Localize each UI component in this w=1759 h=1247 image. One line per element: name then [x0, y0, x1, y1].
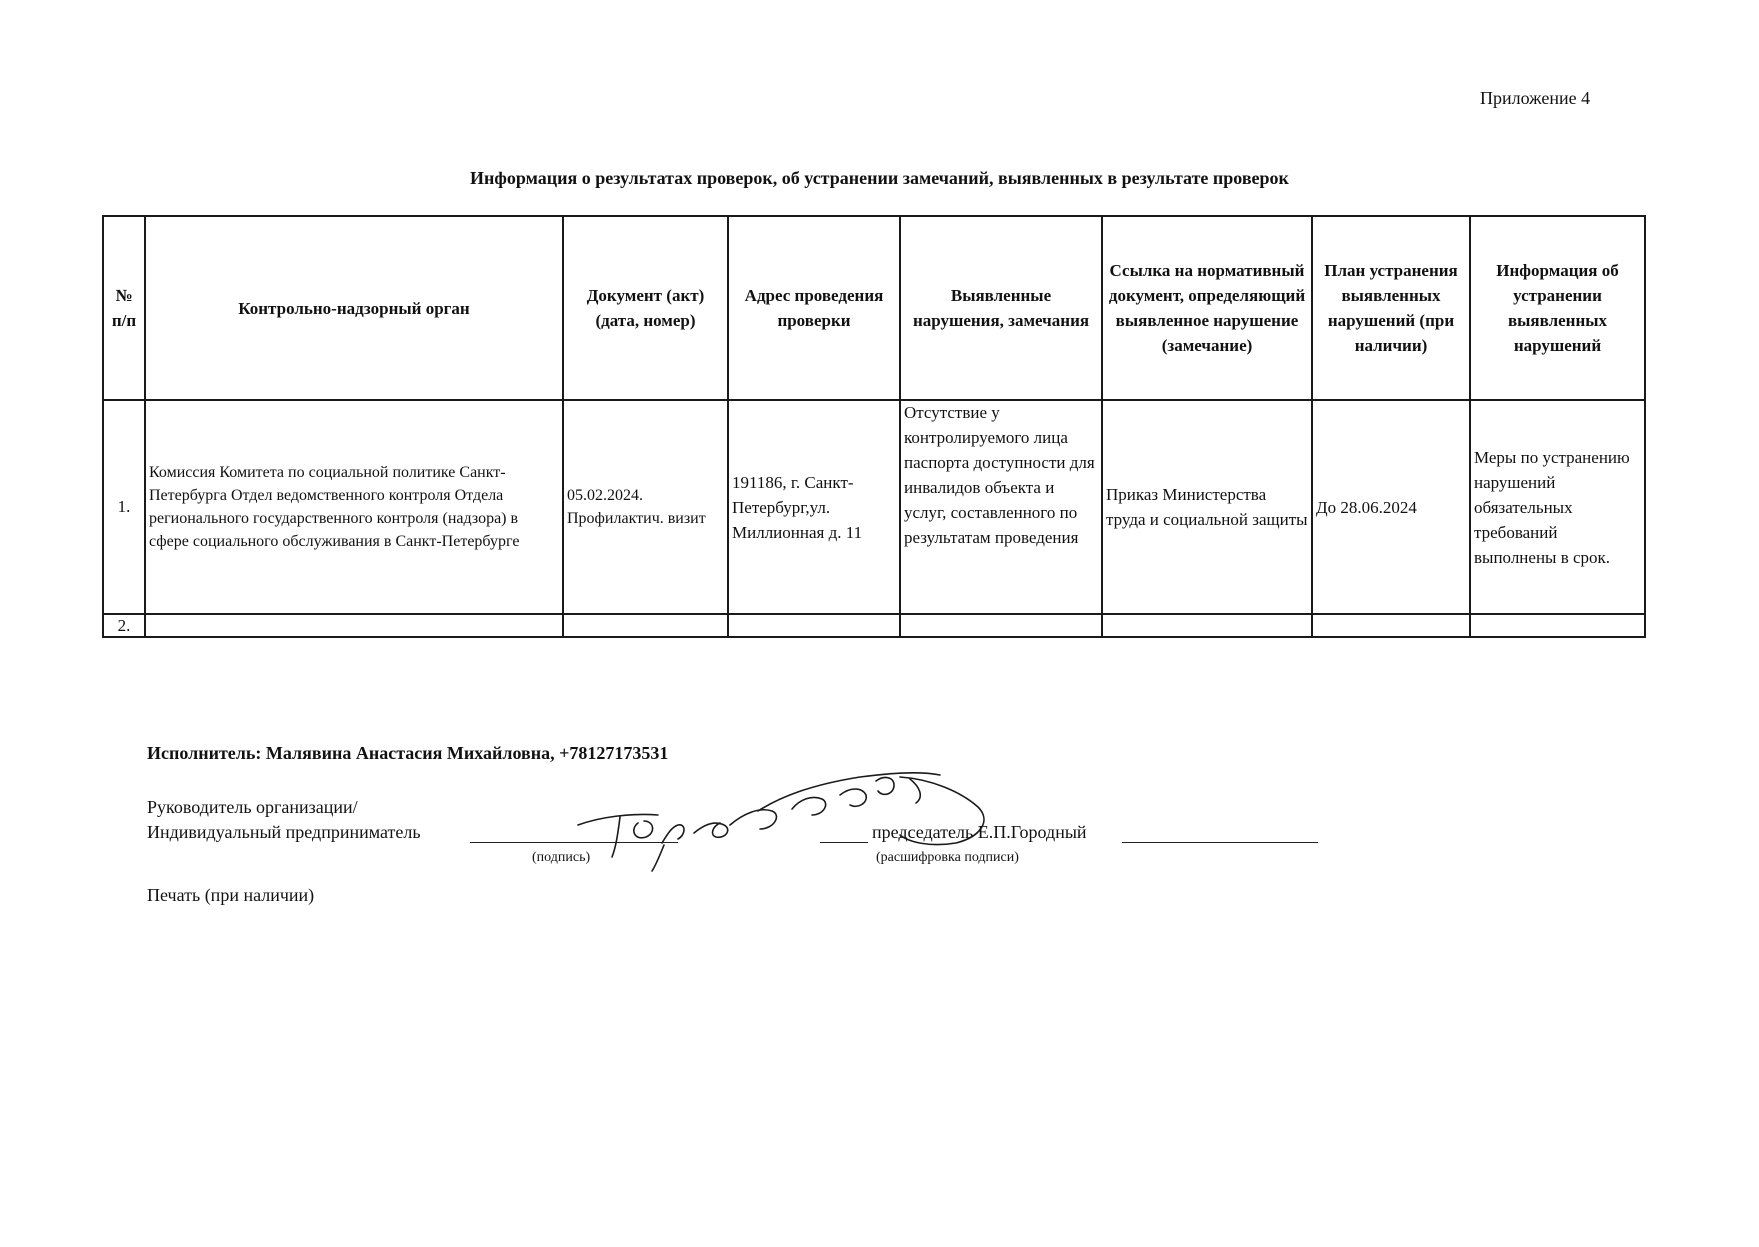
caption-signature: (подпись) [532, 850, 591, 865]
cell-ref [1102, 614, 1312, 637]
cell-num: 1. [103, 400, 145, 614]
header-viol: Выявленные нарушения, замечания [900, 216, 1102, 400]
handwritten-signature [560, 725, 1000, 875]
cell-num: 2. [103, 614, 145, 637]
cell-ref: Приказ Министерства труда и социальной защиты [1102, 400, 1312, 614]
name-underline [1122, 842, 1318, 843]
cell-doc: 05.02.2024. Профилактич. визит [563, 400, 728, 614]
cell-addr: 191186, г. Санкт-Петербург,ул. Миллионная д. 11 [728, 400, 900, 614]
executor-line: Исполнитель: Малявина Анастасия Михайловна, +78127173531 [147, 743, 669, 763]
header-addr: Адрес проведения проверки [728, 216, 900, 400]
head-label-line1: Руководитель организации/ [147, 797, 358, 817]
header-info: Информация об устранении выявленных нарушений [1470, 216, 1645, 400]
cell-plan: До 28.06.2024 [1312, 400, 1470, 614]
head-label-line2: Индивидуальный предприниматель [147, 822, 421, 842]
document-title: Информация о результатах проверок, об устранении замечаний, выявленных в результате проверок [470, 168, 1289, 188]
cell-doc [563, 614, 728, 637]
head-name: председатель Е.П.Городный [872, 822, 1087, 842]
caption-decode: (расшифровка подписи) [876, 850, 1019, 865]
cell-org [145, 614, 563, 637]
inspection-results-table [102, 215, 1646, 638]
appendix-label: Приложение 4 [1480, 88, 1591, 108]
header-num: № п/п [103, 216, 145, 400]
header-plan: План устранения выявленных нарушений (при наличии) [1312, 216, 1470, 400]
table-header-row [103, 216, 1645, 400]
cell-plan [1312, 614, 1470, 637]
table-row [103, 614, 1645, 637]
header-ref: Ссылка на нормативный документ, определяющий выявленное нарушение (замечание) [1102, 216, 1312, 400]
cell-org: Комиссия Комитета по социальной политике Санкт-Петербурга Отдел ведомственного контроля Отдела регионального государственного контроля (надзора) в сфере социального обслуживания в Санкт-Петербурге [145, 400, 563, 614]
cell-info: Меры по устранению нарушений обязательных требований выполнены в срок. [1470, 400, 1645, 614]
header-doc: Документ (акт) (дата, номер) [563, 216, 728, 400]
cell-info [1470, 614, 1645, 637]
cell-viol [900, 614, 1102, 637]
stamp-label: Печать (при наличии) [147, 885, 315, 905]
cell-addr [728, 614, 900, 637]
table-row [103, 400, 1645, 614]
cell-viol [900, 400, 1102, 614]
header-org: Контрольно-надзорный орган [145, 216, 563, 400]
cell-viol-text: Отсутствие у контролируемого лица паспорта доступности для инвалидов объекта и услуг, составленного по результатам проведения [904, 403, 1095, 547]
